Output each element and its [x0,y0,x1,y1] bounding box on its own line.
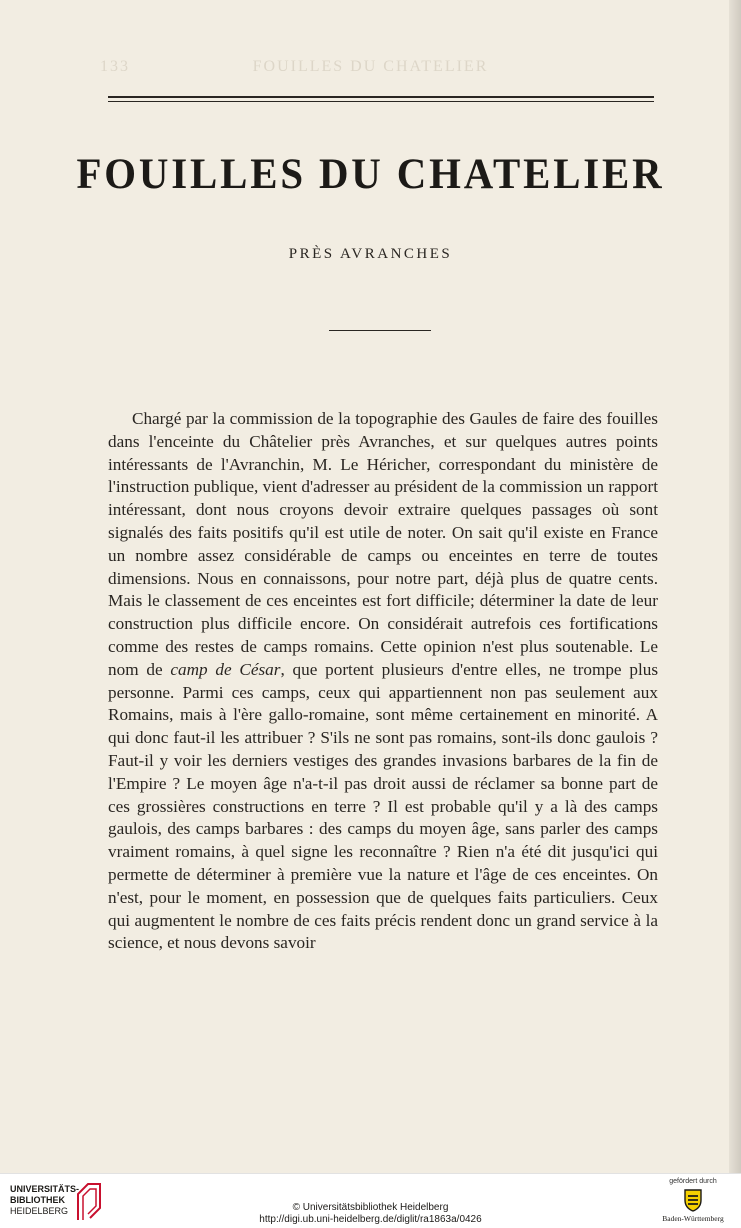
permalink-url[interactable]: http://digi.ub.uni-heidelberg.de/diglit/ra1863a/0426 [259,1214,482,1225]
bleed-through-header [0,58,741,76]
body-text-part-2: , que portent plusieurs d'entre elles, ne trompe plus personne. Parmi ces camps, ceux qui appartiennent non pas seulement aux Romains, mais à l'ère gallo-romaine, sont même certainement en minorité. A qui donc faut-il les attribuer ? S'ils ne sont pas romains, sont-ils donc gaulois ? Faut-il y voir les derniers vestiges des grandes invasions barbares de la fin de l'Empire ? Le moyen âge n'a-t-il pas droit aussi de réclamer sa bonne part de ces grossières constructions en terre ? Il est probable qu'il y a là des camps gaulois, des camps barbares : des camps du moyen âge, sans parler des camps vraiment romains, à quel signe les reconnaître ? Rien n'a été dit jusqu'ici qui permette de déterminer à première vue la nature et l'âge de ces enceintes. On n'est, pour le moment, en possession que de quelques faits particuliers. Ceux qui augmentent le nombre de ces faits précis rendent donc un grand service à la science, et nous devons savoir [108,659,659,953]
page-subtitle: PRÈS AVRANCHES [288,246,453,262]
copyright-text: © Universitätsbibliothek Heidelberg [292,1202,449,1213]
library-name-line-1: UNIVERSITÄTS- [10,1184,80,1194]
funding-name: Baden-Württemberg [662,1214,724,1223]
header-rule-bottom [108,101,654,102]
header-rule-top [108,96,654,98]
library-name-line-3: HEIDELBERG [10,1206,69,1216]
body-italic-camp-de-cesar: camp de César [170,659,281,679]
body-paragraph [108,408,658,955]
coat-of-arms-icon [684,1188,702,1212]
funding-badge[interactable] [653,1178,733,1226]
title-separator-rule [329,330,431,331]
page-edge-shadow [729,0,741,1173]
funding-label: gefördert durch [669,1178,717,1185]
viewer-footer [0,1173,741,1228]
library-name-line-2: BIBLIOTHEK [10,1195,65,1205]
page-title: FOUILLES DU CHATELIER [76,151,665,198]
bleed-header-text: FOUILLES DU CHATELIER [252,58,489,75]
body-text-part-1: Chargé par la commission de la topographie des Gaules de faire des fouilles dans l'enceinte du Châtelier près Avranches, et sur quelques autres points intéressants de l'Avranchin, M. Le Héricher, correspondant du ministère de l'instruction publique, vient d'adresser au président de la commission un rapport intéressant, dont nous croyons devoir extraire quelques passages où sont signalés des faits positifs qu'il est utile de noter. On sait qu'il existe en France un nombre assez considérable de camps ou enceintes en terre de toutes dimensions. Nous en connaissons, pour notre part, déjà plus de quatre cents. Mais le classement de ces enceintes est fort difficile; déterminer la date de leur construction plus difficile encore. On considérait autrefois ces fortifications comme des restes de camps romains. Cette opinion n'est plus soutenable. Le nom de [108,409,658,679]
copyright-block [0,1202,741,1226]
bleed-page-number: 133 [100,58,130,75]
